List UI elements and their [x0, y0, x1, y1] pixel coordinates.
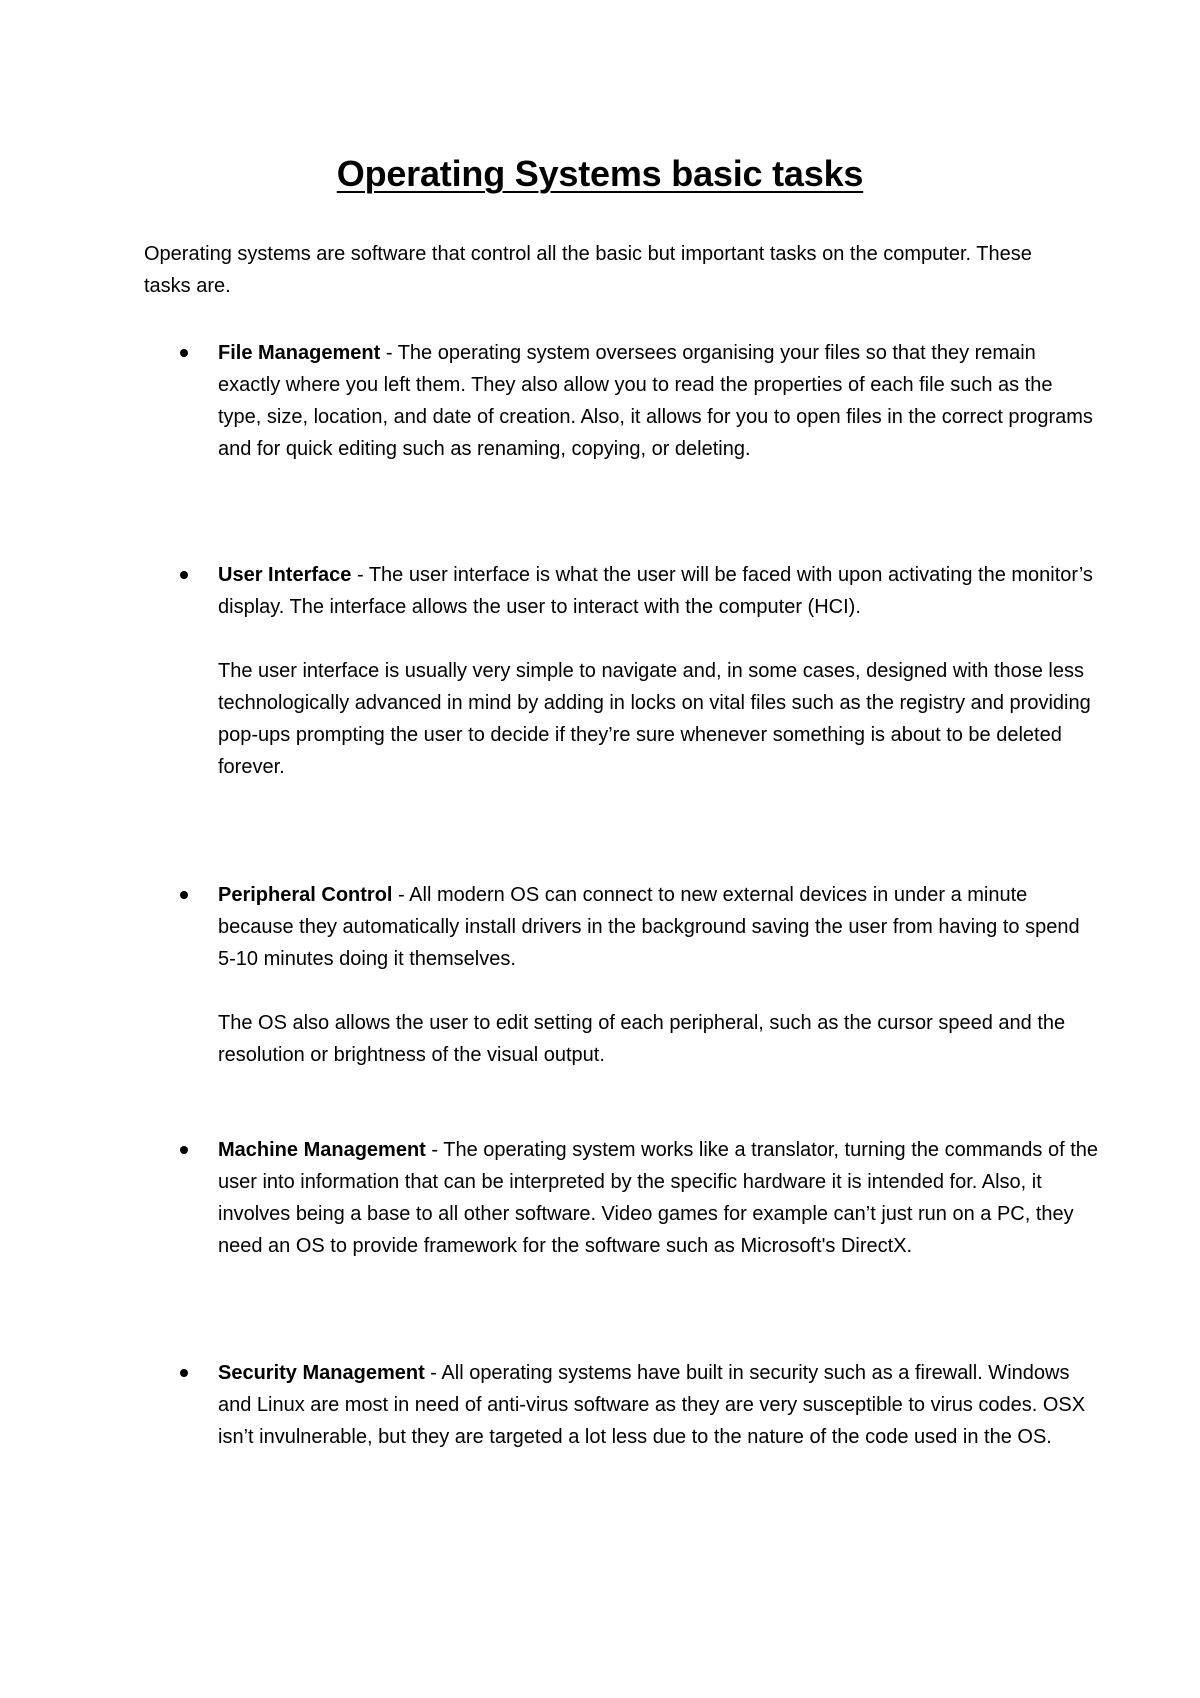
item-paragraph: [218, 337, 1098, 465]
item-separator: -: [380, 342, 398, 364]
item-paragraph: [218, 1357, 1098, 1453]
item-term: File Management: [218, 342, 381, 364]
item-paragraph-continued: The user interface is usually very simple to navigate and, in some cases, designed with those less technologically advanced in mind by adding in locks on vital files such as the registry and providing pop-ups prompting the user to decide if they’re sure whenever something is about to be deleted forever.: [218, 660, 1091, 778]
item-paragraph: [218, 1134, 1098, 1262]
list-item-user-interface: [218, 559, 1098, 783]
item-separator: -: [351, 564, 369, 586]
bullet-icon: [180, 1146, 188, 1154]
item-term: Peripheral Control: [218, 884, 393, 906]
item-paragraph-continued: The OS also allows the user to edit setting of each peripheral, such as the cursor speed and the resolution or brightness of the visual output.: [218, 1012, 1066, 1066]
bullet-icon: [180, 571, 188, 579]
bullet-icon: [180, 349, 188, 357]
page-title: Operating Systems basic tasks: [336, 153, 864, 194]
item-description: The user interface is what the user will be faced with upon activating the monitor’s display. The interface allows the user to interact with the computer (HCI).: [218, 564, 1093, 618]
item-term: User Interface: [218, 564, 352, 586]
item-description: All operating systems have built in security such as a firewall. Windows and Linux are most in need of anti-virus software as they are very susceptible to virus codes. OSX isn’t invulnerable, but they are targeted a lot less due to the nature of the code used in the OS.: [218, 1362, 1086, 1448]
list-item-security-management: [218, 1357, 1098, 1453]
item-separator: -: [392, 884, 410, 906]
list-item-peripheral-control: [218, 879, 1098, 1071]
item-description: The operating system works like a translator, turning the commands of the user into information that can be interpreted by the specific hardware it is intended for. Also, it involves being a base to all other software. Video games for example can’t just run on a PC, they need an OS to provide framework for the software such as Microsoft's DirectX.: [218, 1139, 1099, 1257]
item-paragraph: [218, 559, 1098, 623]
item-separator: -: [425, 1139, 444, 1161]
bullet-icon: [180, 891, 188, 899]
item-term: Machine Management: [218, 1139, 426, 1161]
list-item-machine-management: [218, 1134, 1098, 1262]
intro-paragraph: Operating systems are software that control all the basic but important tasks on the computer. These tasks are.: [144, 243, 1032, 297]
bullet-icon: [180, 1369, 188, 1377]
item-paragraph: [218, 879, 1098, 975]
item-term: Security Management: [218, 1362, 425, 1384]
list-item-file-management: [218, 337, 1098, 465]
item-description: All modern OS can connect to new external devices in under a minute because they automatically install drivers in the background saving the user from having to spend 5-10 minutes doing it themselves.: [218, 884, 1080, 970]
item-separator: -: [424, 1362, 442, 1384]
item-description: The operating system oversees organising your files so that they remain exactly where you left them. They also allow you to read the properties of each file such as the type, size, location, and date of creation. Also, it allows for you to open files in the correct programs and for quick editing such as renaming, copying, or deleting.: [218, 342, 1093, 460]
